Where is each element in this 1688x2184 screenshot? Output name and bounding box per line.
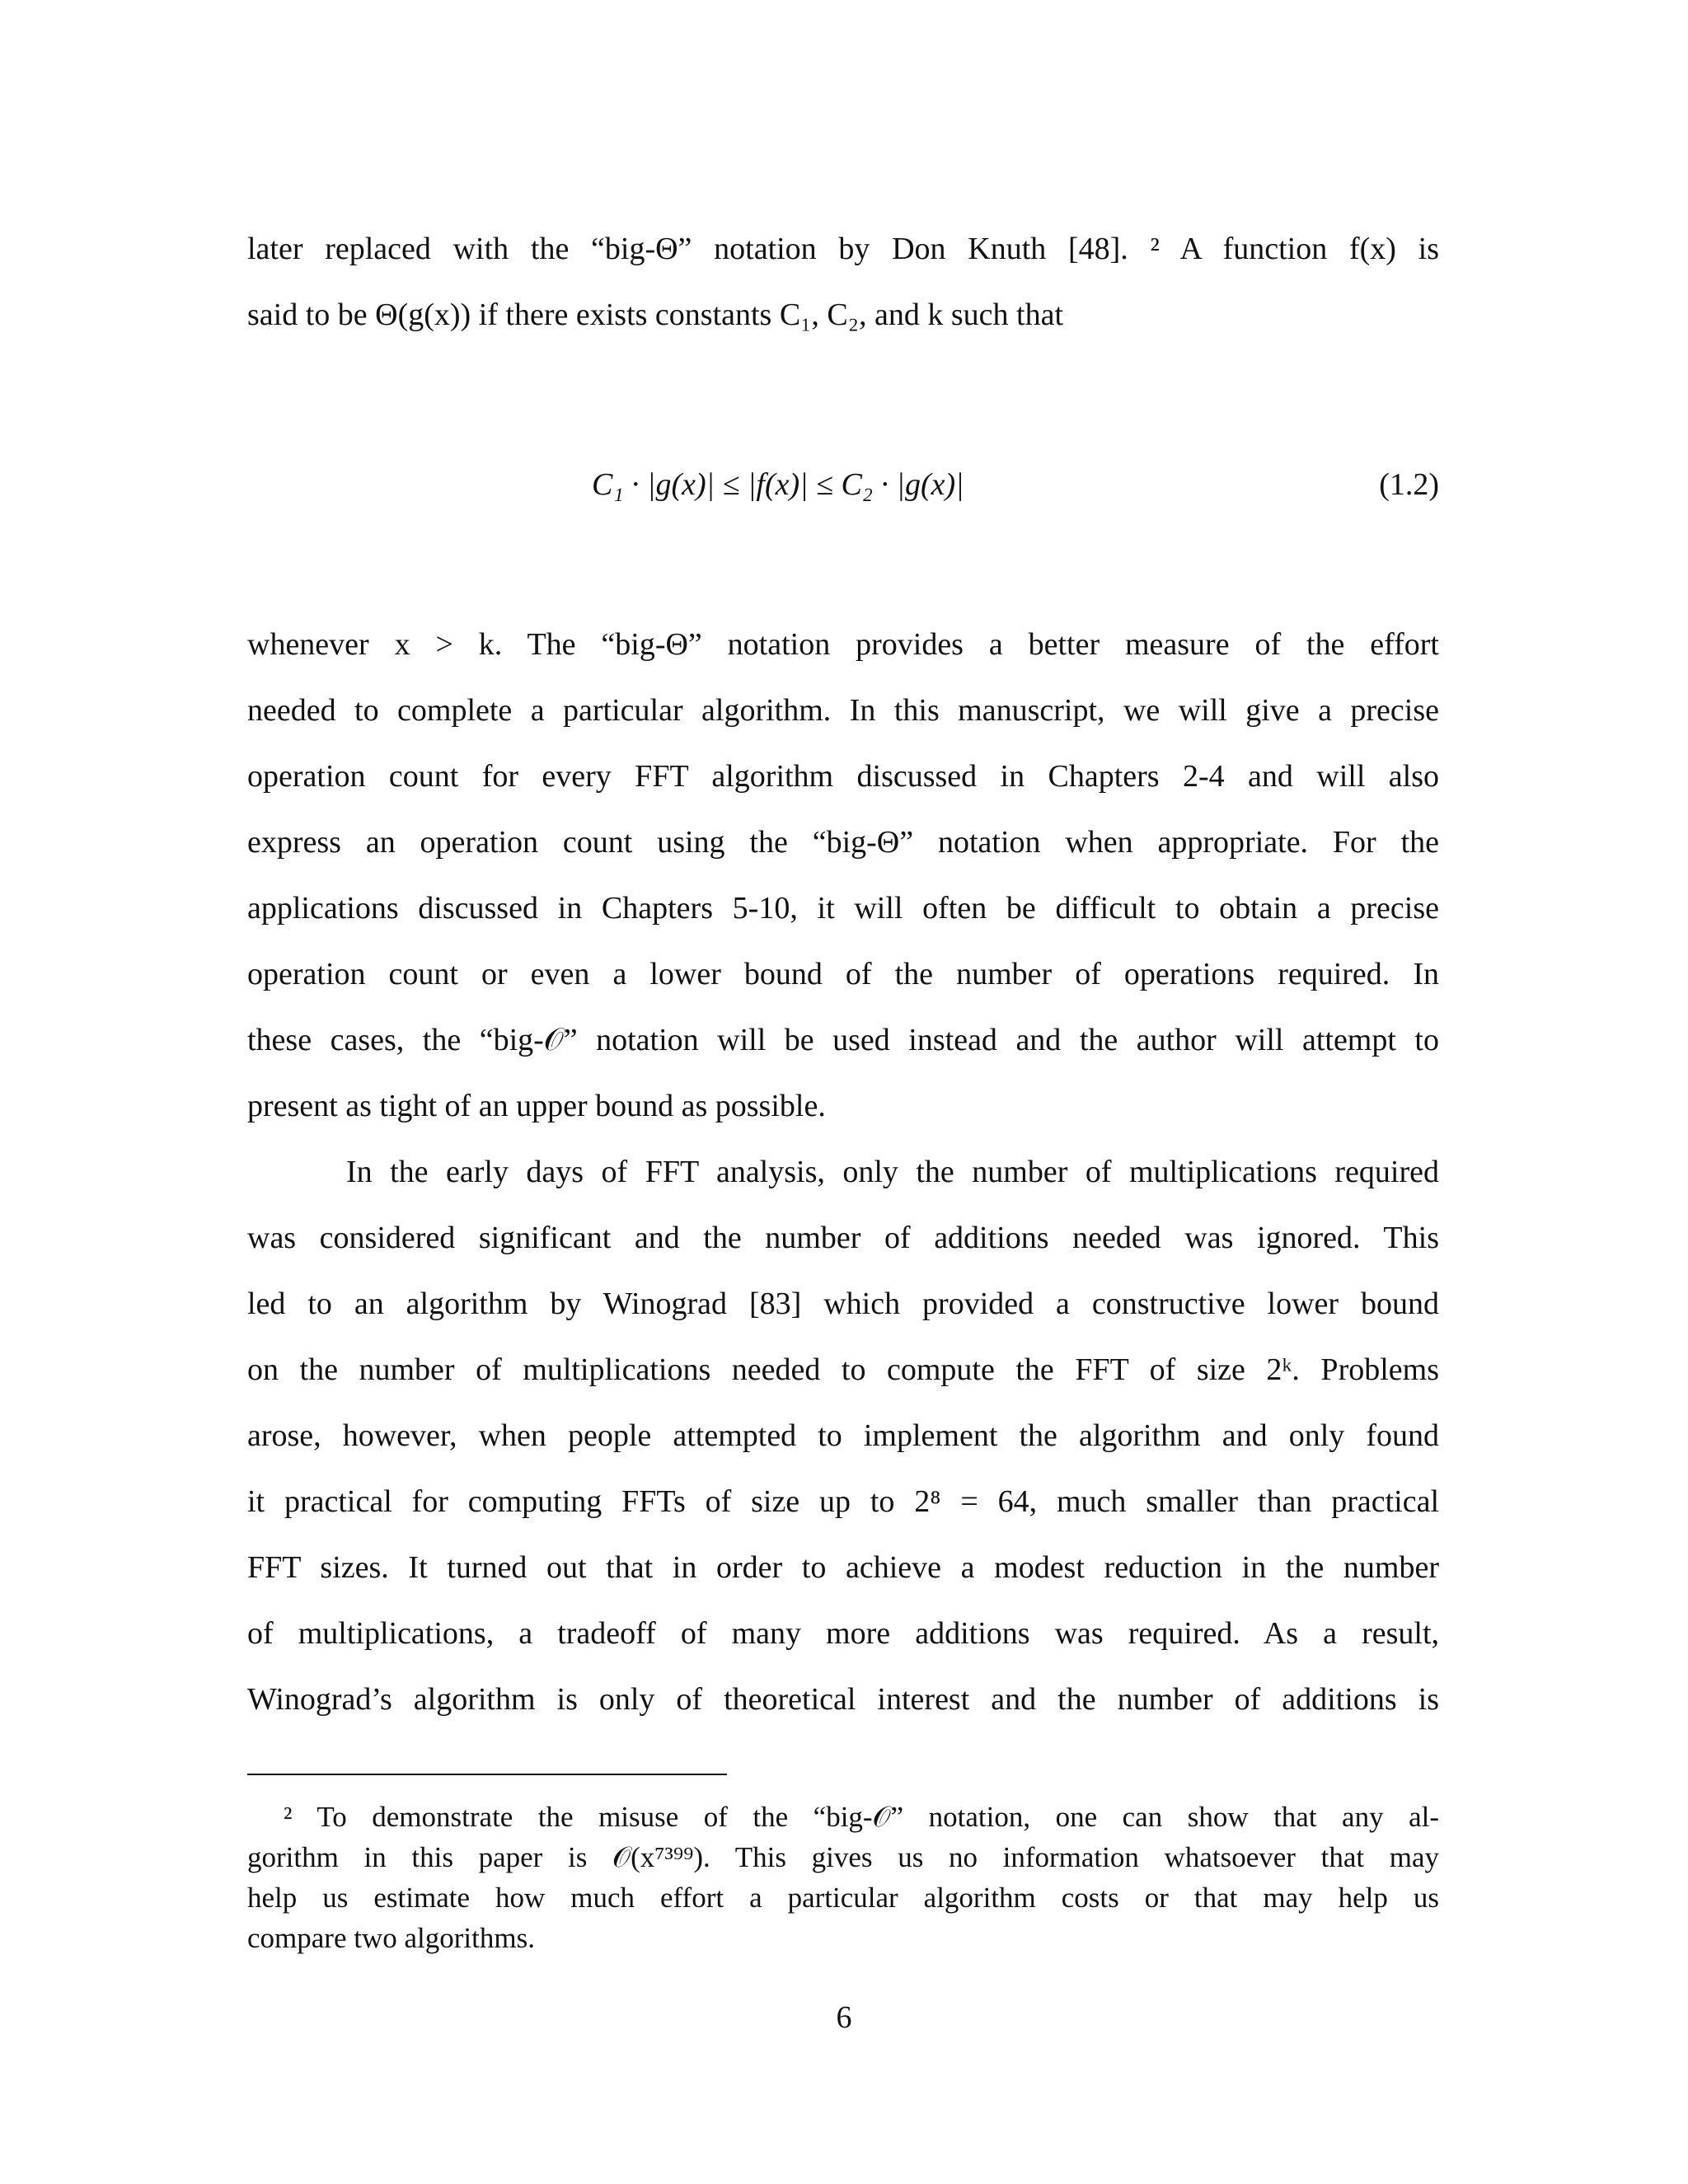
text-line: whenever x > k. The “big-Θ” notation provides a better measure of the effort bbox=[247, 627, 1439, 662]
text-line: applications discussed in Chapters 5-10, it will often be difficult to obtain a precise bbox=[247, 891, 1439, 926]
text-line: needed to complete a particular algorithm. In this manuscript, we will give a precise bbox=[247, 693, 1439, 728]
footnote-line: compare two algorithms. bbox=[247, 1922, 535, 1954]
text-line: led to an algorithm by Winograd [83] which provided a constructive lower bound bbox=[247, 1286, 1439, 1321]
text-line: express an operation count using the “big-Θ” notation when appropriate. For the bbox=[247, 825, 1439, 860]
text-line: of multiplications, a tradeoff of many more additions was required. As a result, bbox=[247, 1616, 1439, 1651]
paragraph-2 bbox=[247, 612, 1439, 1139]
footnote-2 bbox=[247, 1797, 1439, 1958]
text-line: operation count for every FFT algorithm discussed in Chapters 2-4 and will also bbox=[247, 759, 1439, 794]
equation-body: C₁ · |g(x)| ≤ |f(x)| ≤ C₂ · |g(x)| bbox=[592, 467, 964, 502]
text-line: it practical for computing FFTs of size up to 2⁸ = 64, much smaller than practical bbox=[247, 1484, 1439, 1519]
text-line: said to be Θ(g(x)) if there exists constants C₁, C₂, and k such that bbox=[247, 298, 1064, 332]
text-line: operation count or even a lower bound of the number of operations required. In bbox=[247, 957, 1439, 991]
text-line: these cases, the “big-𝒪” notation will be used instead and the author will attempt to bbox=[247, 1023, 1439, 1057]
footnote-line: help us estimate how much effort a particular algorithm costs or that may help us bbox=[247, 1882, 1439, 1914]
text-line: Winograd’s algorithm is only of theoretical interest and the number of additions is bbox=[247, 1682, 1439, 1717]
equation-number: (1.2) bbox=[1379, 467, 1439, 502]
equation-1-2 bbox=[247, 452, 1439, 518]
footnote-line: gorithm in this paper is 𝒪(x⁷³⁹⁹). This gives us no information whatsoever that may bbox=[247, 1841, 1439, 1873]
text-line: later replaced with the “big-Θ” notation by Don Knuth [48]. ² A function f(x) is bbox=[247, 232, 1439, 266]
text-line: In the early days of FFT analysis, only the number of multiplications required bbox=[346, 1155, 1439, 1189]
paragraph-3 bbox=[247, 1139, 1439, 1732]
footnote-line: ² To demonstrate the misuse of the “big-𝒪” notation, one can show that any al- bbox=[284, 1801, 1439, 1833]
footnote-divider bbox=[247, 1774, 727, 1775]
text-line: arose, however, when people attempted to implement the algorithm and only found bbox=[247, 1418, 1439, 1453]
text-line: FFT sizes. It turned out that in order to achieve a modest reduction in the number bbox=[247, 1550, 1439, 1585]
paragraph-1 bbox=[247, 216, 1439, 348]
page-number: 6 bbox=[836, 2000, 852, 2035]
text-line: on the number of multiplications needed to compute the FFT of size 2ᵏ. Problems bbox=[247, 1352, 1439, 1387]
text-line: present as tight of an upper bound as possible. bbox=[247, 1089, 826, 1123]
text-line: was considered significant and the number of additions needed was ignored. This bbox=[247, 1221, 1439, 1255]
